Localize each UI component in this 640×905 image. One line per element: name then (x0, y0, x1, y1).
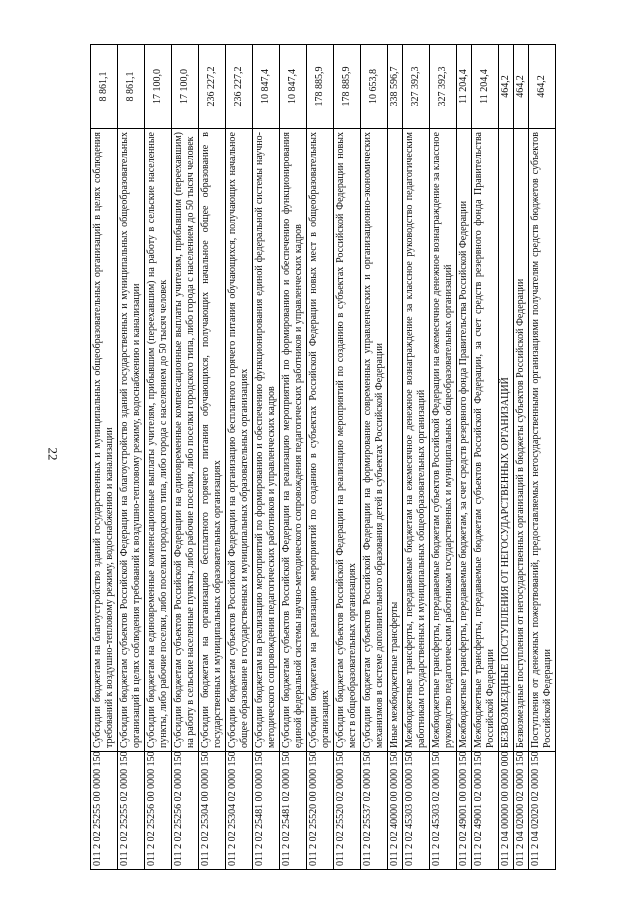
amount-cell: 17 100,0 (172, 45, 199, 129)
budget-code-cell: 011 2 02 25255 00 0000 150 (91, 752, 118, 870)
description-cell: Межбюджетные трансферты, передаваемые бюджетам субъектов Российской Федерации, за счет средств резервного фонда Правительства Российской Федерации (472, 129, 499, 752)
amount-cell: 11 204,4 (457, 45, 472, 129)
table-row (472, 45, 499, 870)
table-row (499, 45, 514, 870)
description-cell: Субсидии бюджетам на благоустройство зданий государственных и муниципальных общеобразовательных организаций в целях соблюдения требований к воздушно-тепловому режиму, водоснабжению и канализации (91, 129, 118, 752)
table-row (514, 45, 529, 870)
amount-cell: 11 204,4 (472, 45, 499, 129)
description-cell: Субсидии бюджетам субъектов Российской Федерации на благоустройство зданий государственных и муниципальных общеобразовательных организаций в целях соблюдения требований к воздушно-тепловому режиму, водоснабжению и канализации (118, 129, 145, 752)
budget-revenue-table (90, 44, 556, 870)
table-row (388, 45, 403, 870)
budget-code-cell: 011 2 02 25304 00 0000 150 (199, 752, 226, 870)
budget-code-cell: 011 2 02 45303 02 0000 150 (430, 752, 457, 870)
budget-code-cell: 011 2 02 25520 02 0000 150 (334, 752, 361, 870)
table-row (457, 45, 472, 870)
budget-code-cell: 011 2 04 02000 02 0000 150 (514, 752, 529, 870)
budget-code-cell: 011 2 02 25304 02 0000 150 (226, 752, 253, 870)
amount-cell: 338 596,7 (388, 45, 403, 129)
budget-code-cell: 011 2 02 25481 02 0000 150 (280, 752, 307, 870)
budget-code-cell: 011 2 02 25537 02 0000 150 (361, 752, 388, 870)
rotated-page-content (90, 44, 570, 870)
budget-code-cell: 011 2 02 25520 00 0000 150 (307, 752, 334, 870)
amount-cell: 178 885,9 (334, 45, 361, 129)
table-row (253, 45, 280, 870)
budget-code-cell: 011 2 02 49001 02 0000 150 (472, 752, 499, 870)
description-cell: Межбюджетные трансферты, передаваемые бюджетам на ежемесячное денежное вознаграждение за классное руководство педагогическим работникам государственных и муниципальных общеобразовательных организаций (403, 129, 430, 752)
table-row (280, 45, 307, 870)
amount-cell: 10 847,4 (253, 45, 280, 129)
description-cell: Субсидии бюджетам субъектов Российской Федерации на организацию бесплатного горячего питания обучающихся, получающих начальное общее образование в государственных и муниципальных образовательных организациях (226, 129, 253, 752)
budget-code-cell: 011 2 02 25256 02 0000 150 (172, 752, 199, 870)
budget-code-cell: 011 2 02 45303 00 0000 150 (403, 752, 430, 870)
amount-cell: 236 227,2 (226, 45, 253, 129)
table-row (91, 45, 118, 870)
amount-cell: 327 392,3 (430, 45, 457, 129)
budget-code-cell: 011 2 02 25481 00 0000 150 (253, 752, 280, 870)
amount-cell: 10 653,8 (361, 45, 388, 129)
description-cell: Поступления от денежных пожертвований, предоставляемых негосударственными организациями получателям средств бюджетов субъектов Российской Федерации (529, 129, 556, 752)
table-row (307, 45, 334, 870)
table-row (145, 45, 172, 870)
page-number: 22 (45, 447, 61, 461)
table-row (226, 45, 253, 870)
table-row (430, 45, 457, 870)
description-cell: Субсидии бюджетам субъектов Российской Федерации на реализацию мероприятий по созданию в субъектах Российской Федерации новых мест в общеобразовательных организациях (334, 129, 361, 752)
description-cell: Субсидии бюджетам субъектов Российской Федерации на формирование современных управленческих и организационно-экономических механизмов в системе дополнительного образования детей в субъектах Российской Федерации (361, 129, 388, 752)
description-cell: Безвозмездные поступления от негосударственных организаций в бюджеты субъектов Российской Федерации (514, 129, 529, 752)
table-row (529, 45, 556, 870)
amount-cell: 17 100,0 (145, 45, 172, 129)
table-row (334, 45, 361, 870)
description-cell: Субсидии бюджетам субъектов Российской Федерации на реализацию мероприятий по формированию и обеспечению функционирования единой федеральной системы научно-методического сопровождения педагогических работников и управленческих кадров (280, 129, 307, 752)
description-cell: БЕЗВОЗМЕЗДНЫЕ ПОСТУПЛЕНИЯ ОТ НЕГОСУДАРСТВЕННЫХ ОРГАНИЗАЦИЙ (499, 129, 514, 752)
table-row (199, 45, 226, 870)
budget-code-cell: 011 2 04 00000 00 0000 000 (499, 752, 514, 870)
amount-cell: 8 861,1 (118, 45, 145, 129)
budget-code-cell: 011 2 02 40000 00 0000 150 (388, 752, 403, 870)
description-cell: Иные межбюджетные трансферты (388, 129, 403, 752)
table-row (118, 45, 145, 870)
table-body (91, 45, 556, 870)
description-cell: Субсидии бюджетам на организацию бесплатного горячего питания обучающихся, получающих начальное общее образование в государственных и муниципальных образовательных организациях (199, 129, 226, 752)
amount-cell: 10 847,4 (280, 45, 307, 129)
table-row (403, 45, 430, 870)
amount-cell: 464,2 (529, 45, 556, 129)
amount-cell: 236 227,2 (199, 45, 226, 129)
description-cell: Субсидии бюджетам субъектов Российской Федерации на единовременные компенсационные выплаты учителям, прибывшим (переехавшим) на работу в сельские населенные пункты, либо рабочие поселки, либо поселки городского типа, либо города с населением до 50 тысяч человек (172, 129, 199, 752)
description-cell: Межбюджетные трансферты, передаваемые бюджетам, за счет средств резервного фонда Правительства Российской Федерации (457, 129, 472, 752)
budget-code-cell: 011 2 04 02020 02 0000 150 (529, 752, 556, 870)
description-cell: Субсидии бюджетам на реализацию мероприятий по созданию в субъектах Российской Федерации новых мест в общеобразовательных организациях (307, 129, 334, 752)
description-cell: Межбюджетные трансферты, передаваемые бюджетам субъектов Российской Федерации на ежемесячное денежное вознаграждение за классное руководство педагогическим работникам государственных и муниципальных общеобразовательных организаций (430, 129, 457, 752)
amount-cell: 464,2 (499, 45, 514, 129)
amount-cell: 464,2 (514, 45, 529, 129)
table-row (361, 45, 388, 870)
amount-cell: 8 861,1 (91, 45, 118, 129)
amount-cell: 178 885,9 (307, 45, 334, 129)
budget-code-cell: 011 2 02 25256 00 0000 150 (145, 752, 172, 870)
amount-cell: 327 392,3 (403, 45, 430, 129)
budget-code-cell: 011 2 02 49001 00 0000 150 (457, 752, 472, 870)
description-cell: Субсидии бюджетам на единовременные компенсационные выплаты учителям, прибывшим (переехавшим) на работу в сельские населенные пункты, либо рабочие поселки, либо поселки городского типа, либо города с населением до 50 тысяч человек (145, 129, 172, 752)
description-cell: Субсидии бюджетам на реализацию мероприятий по формированию и обеспечению функционирования единой федеральной системы научно-методического сопровождения педагогических работников и управленческих кадров (253, 129, 280, 752)
table-row (172, 45, 199, 870)
budget-code-cell: 011 2 02 25255 02 0000 150 (118, 752, 145, 870)
